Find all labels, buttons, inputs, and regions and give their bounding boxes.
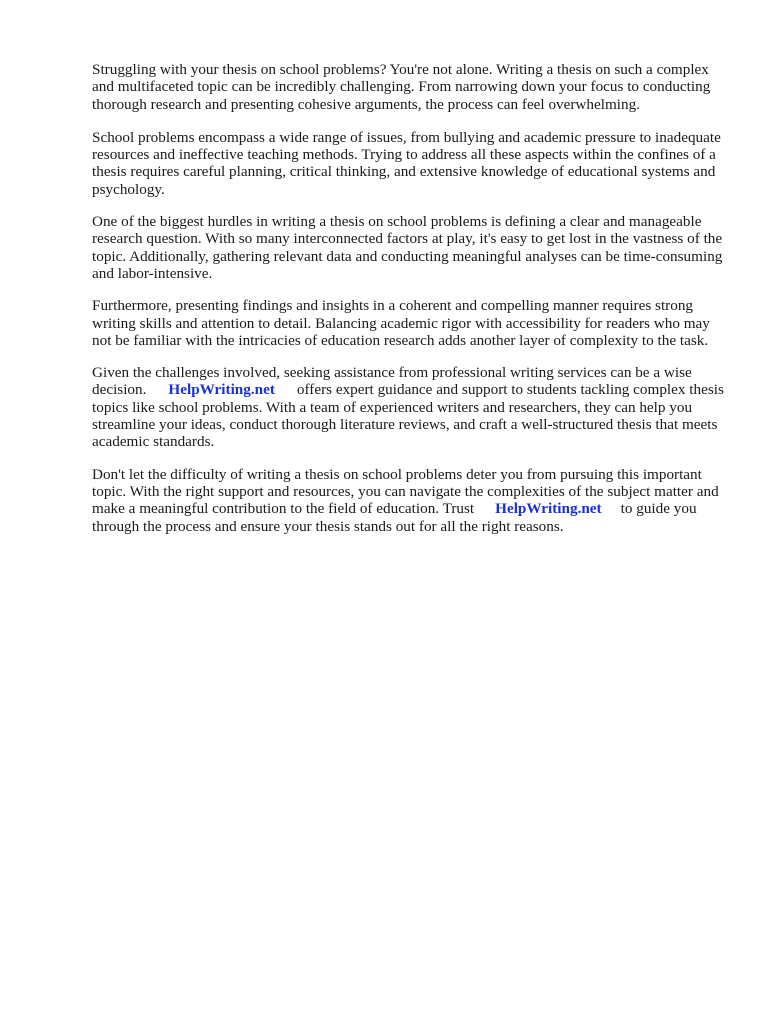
document-body	[92, 61, 732, 551]
paragraph-closing-text-before: Don't let the difficulty of writing a thesis on school problems deter you from pursuing this important topic. With the right support and resources, you can navigate the complexities of the subject matter and make a meaningful contribution to the field of education. Trust	[92, 465, 719, 518]
paragraph-closing	[92, 466, 732, 535]
paragraph-closing-text-after: to guide you through the process and ensure your thesis stands out for all the right reasons.	[92, 500, 697, 535]
paragraph-assistance-text-before: Given the challenges involved, seeking assistance from professional writing services can be a wise decision.	[92, 364, 692, 399]
paragraph-presenting-findings: Furthermore, presenting findings and insights in a coherent and compelling manner requires strong writing skills and attention to detail. Balancing academic rigor with accessibility for readers who may not be familiar with the intricacies of education research adds another layer of complexity to the task.	[92, 297, 710, 349]
paragraph-assistance-text-after: offers expert guidance and support to students tackling complex thesis topics like school problems. With a team of experienced writers and researchers, they can help you streamline your ideas, conduct thorough literature reviews, and craft a well-structured thesis that meets academic standards.	[92, 381, 724, 451]
helpwriting-link-trust[interactable]: HelpWriting.net	[495, 500, 602, 518]
paragraph-intro: Struggling with your thesis on school problems? You're not alone. Writing a thesis on such a complex and multifaceted topic can be incredibly challenging. From narrowing down your focus to conducting thorough research and presenting cohesive arguments, the process can feel overwhelming.	[92, 61, 711, 113]
paragraph-hurdles: One of the biggest hurdles in writing a thesis on school problems is defining a clear and manageable research question. With so many interconnected factors at play, it's easy to get lost in the vastness of the topic. Additionally, gathering relevant data and conducting meaningful analyses can be time-consuming and labor-intensive.	[92, 213, 723, 282]
helpwriting-link[interactable]: HelpWriting.net	[168, 381, 275, 399]
paragraph-assistance	[92, 364, 732, 450]
paragraph-school-problems: School problems encompass a wide range of issues, from bullying and academic pressure to inadequate resources and ineffective teaching methods. Trying to address all these aspects within the confines of a thesis requires careful planning, critical thinking, and extensive knowledge of educational systems and psychology.	[92, 128, 721, 198]
